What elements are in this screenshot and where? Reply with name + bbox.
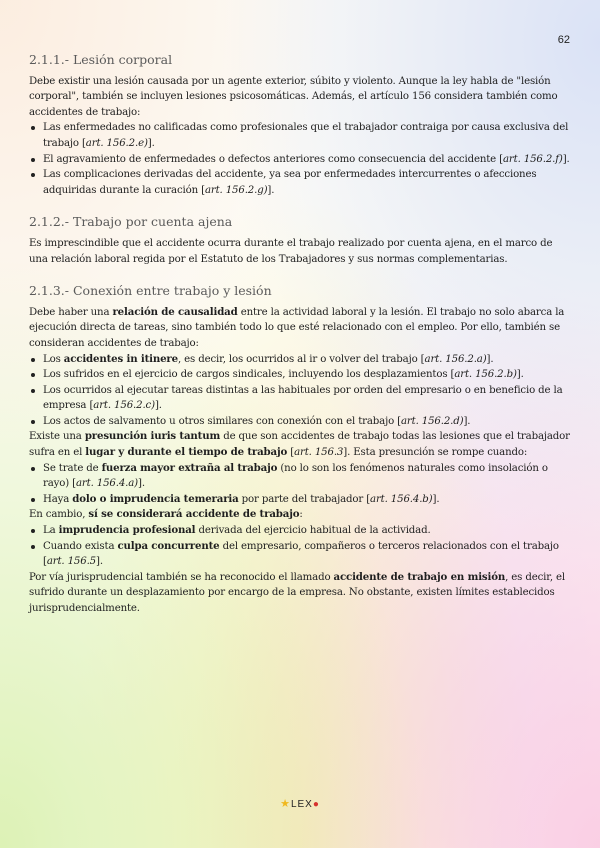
paragraph: Es imprescindible que el accidente ocurra durante el trabajo realizado por cuenta ajena, en el marco de una relación laboral regida por el Estatuto de los Trabajadores y sus normas complementarias. [29,237,553,265]
article-reference: art. 156.2.g) [204,184,268,196]
paragraph: En cambio, sí se considerará accidente de trabajo: [29,508,303,521]
bullet-list [29,523,574,570]
article-reference: art. 156.2.f) [502,153,563,165]
list-item: La imprudencia profesional derivada del ejercicio habitual de la actividad. [29,523,574,539]
bullet-list [29,352,574,430]
document-body [29,52,574,617]
list-item: Las enfermedades no calificadas como profesionales que el trabajador contraiga por causa exclusiva del trabajo [art. 156.2.e)]. [29,120,574,151]
star-icon: ★ [280,798,291,810]
section-heading: 2.1.3.- Conexión entre trabajo y lesión [29,283,272,299]
section-conexion-trabajo-lesion [29,283,574,616]
section-heading: 2.1.1.- Lesión corporal [29,52,173,67]
section-lesion-corporal [29,52,574,198]
article-reference: art. 156.4.a) [75,478,138,490]
article-reference: art. 156.4.b) [370,493,433,505]
article-reference: art. 156.2.d) [401,415,464,427]
article-reference: art. 156.3 [294,447,344,459]
list-item: Cuando exista culpa concurrente del empresario, compañeros o terceros relacionados con el trabajo [art. 156.5]. [29,539,574,570]
logo-text: LEX [290,799,313,810]
article-reference: art. 156.2.a) [424,353,487,365]
article-reference: art. 156.5 [46,556,97,568]
paragraph: Por vía jurisprudencial también se ha reconocido el llamado accidente de trabajo en misión, es decir, el sufrido durante un desplazamiento por encargo de la empresa. No obstante, existen límites establecidos jurisprudencialmente. [29,570,566,614]
paragraph: Debe haber una relación de causalidad entre la actividad laboral y la lesión. El trabajo no solo abarca la ejecución directa de tareas, sino también todo lo que esté relacionado con el empleo. Por ello, también se consideran accidentes de trabajo: [29,305,565,349]
list-item: Los sufridos en el ejercicio de cargos sindicales, incluyendo los desplazamientos [art. 156.2.b)]. [29,367,574,383]
list-item: Las complicaciones derivadas del accidente, ya sea por enfermedades intercurrentes o afecciones adquiridas durante la curación [art. 156.2.g)]. [29,167,574,198]
bullet-list [29,461,574,508]
article-reference: art. 156.2.c) [93,400,155,412]
list-item: Haya dolo o imprudencia temeraria por parte del trabajador [art. 156.4.b)]. [29,492,574,508]
page-number: 62 [557,34,570,46]
footer-logo [0,797,600,810]
article-reference: art. 156.2.b) [454,369,517,381]
list-item: Los actos de salvamento u otros similares con conexión con el trabajo [art. 156.2.d)]. [29,414,574,430]
section-trabajo-cuenta-ajena [29,214,574,267]
list-item: Se trate de fuerza mayor extraña al trabajo (no lo son los fenómenos naturales como insolación o rayo) [art. 156.4.a)]. [29,461,574,492]
drop-icon: ● [312,799,320,810]
paragraph: Existe una presunción iuris tantum de que son accidentes de trabajo todas las lesiones que el trabajador sufra en el lugar y durante el tiempo de trabajo [art. 156.3]. Esta presunción se rompe cuando: [29,430,570,459]
section-heading: 2.1.2.- Trabajo por cuenta ajena [29,214,233,230]
paragraph: Debe existir una lesión causada por un agente exterior, súbito y violento. Aunque la ley habla de "lesión corporal", también se incluyen lesiones psicosomáticas. Además, el artículo 156 considera también como accidentes de trabajo: [29,75,558,118]
list-item: Los accidentes in itinere, es decir, los ocurridos al ir o volver del trabajo [art. 156.2.a)]. [29,352,574,368]
bullet-list [29,120,574,198]
list-item: Los ocurridos al ejecutar tareas distintas a las habituales por orden del empresario o en beneficio de la empresa [art. 156.2.c)]. [29,383,574,414]
list-item: El agravamiento de enfermedades o defectos anteriores como consecuencia del accidente [art. 156.2.f)]. [29,152,574,168]
article-reference: art. 156.2.e) [85,137,148,149]
